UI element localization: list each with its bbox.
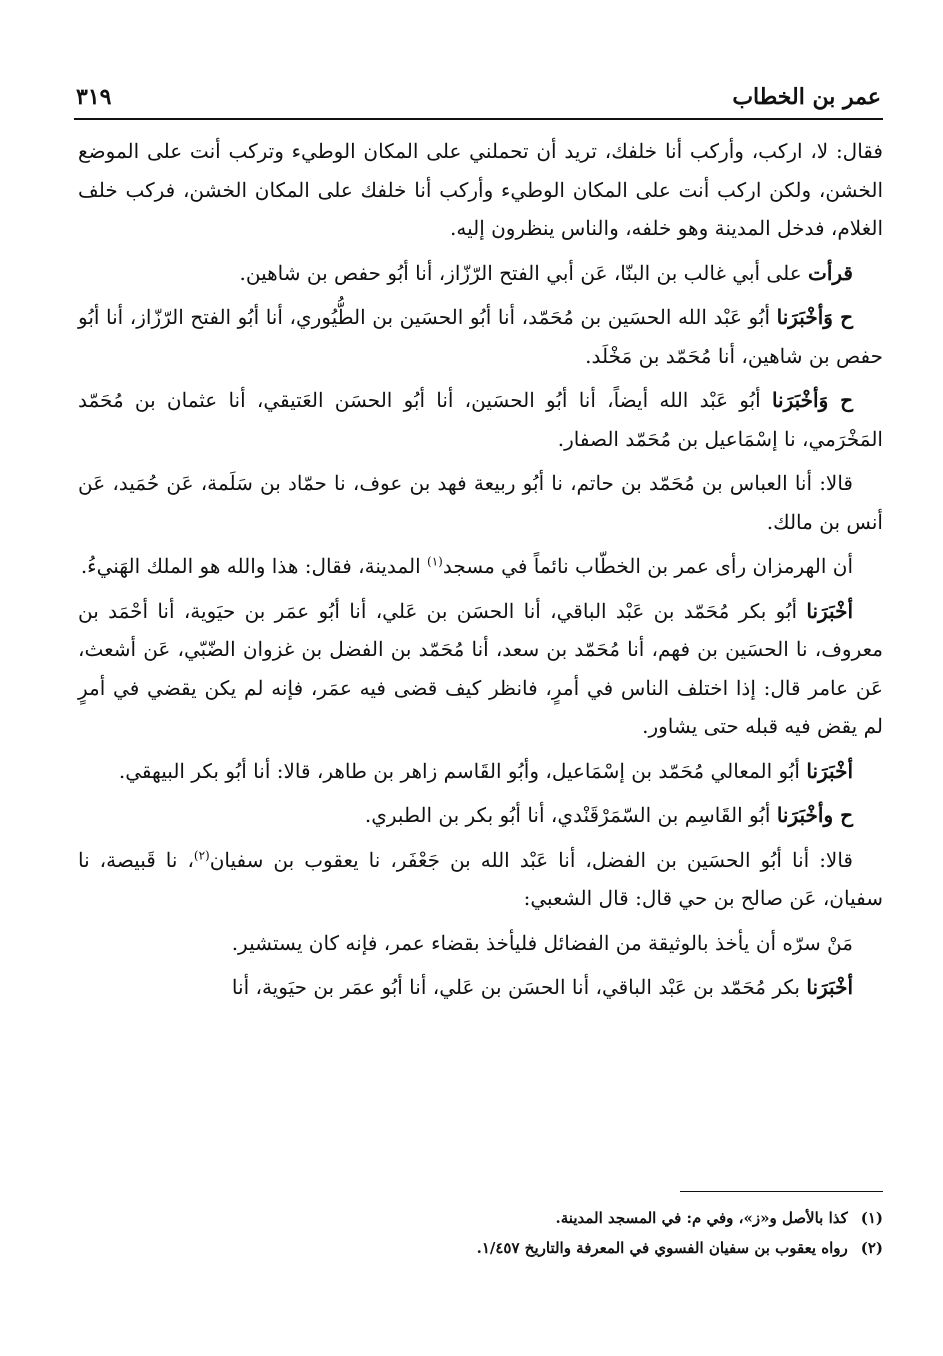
paragraph-text: أبُو المعالي مُحَمّد بن إسْمَاعيل، وأبُو القَاسم زاهر بن طاهر، قالا: أنا أبُو بكر البيهقي. (118, 758, 807, 783)
paragraph-lead: ح وَأخْبَرَنا (771, 388, 853, 412)
paragraph (78, 924, 883, 963)
paragraph-text: المدينة، فقال: هذا والله هو الملك الهَنيءُ. (80, 554, 428, 578)
paragraph-lead: أخْبَرَنا (806, 758, 853, 783)
paragraph (78, 298, 883, 375)
paragraph-text: أن الهرمزان رأى عمر بن الخطّاب نائماً في مسجد (442, 554, 853, 578)
paragraph-text: أبُو عَبْد الله الحسَين بن مُحَمّد، أنا أبُو الحسَين بن الطُّيُوري، أنا أبُو الفتح الرّزّاز، أنا أبُو حفص بن شاهين، أنا مُحَمّد بن مَخْلَد. (78, 305, 883, 368)
paragraph (78, 752, 883, 791)
paragraph-text: بكر مُحَمّد بن عَبْد الباقي، أنا الحسَن بن عَلي، أنا أبُو عمَر بن حيَوية، أنا (231, 975, 807, 999)
paragraph-text: مَنْ سرّه أن يأخذ بالوثيقة من الفضائل فليأخذ بقضاء عمر، فإنه كان يستشير. (231, 930, 853, 955)
paragraph-text: قالا: أنا أبُو الحسَين بن الفضل، أنا عَبْد الله بن جَعْفَر، نا يعقوب بن سفيان (209, 847, 853, 872)
header-rule (74, 118, 883, 120)
paragraph-text: أبُو القَاسِم بن السّمَرْقَنْدي، أنا أبُو بكر بن الطبري. (364, 803, 777, 827)
paragraph-lead: أخْبَرَنا (806, 975, 853, 999)
running-title: عمر بن الخطاب (732, 84, 881, 110)
footnotes (78, 1203, 883, 1263)
paragraph-text: فقال: لا، اركب، وأركب أنا خلفك، تريد أن تحملني على المكان الوطيء وتركب أنت على الموضع الخشن، ولكن اركب أنت على المكان الوطيء وأركب أنا خلفك على المكان الخشن، فركب خلف الغلام، فدخل المدينة وهو خلفه، والناس ينظرون إليه. (78, 139, 883, 240)
paragraph (78, 254, 883, 293)
paragraph (78, 968, 883, 1007)
footnote-text: رواه يعقوب بن سفيان الفسوي في المعرفة والتاريخ ١/٤٥٧. (476, 1239, 848, 1257)
paragraph (78, 547, 883, 586)
paragraph-text: ، نا قَبيصة، نا سفيان، عَن صالح بن حي قال: قال الشعبي: (78, 847, 883, 910)
paragraph-lead: ح وأخْبَرَنا (776, 803, 853, 827)
paragraph-lead: ح وَأخْبَرَنا (776, 305, 853, 329)
footnote-ref: (١) (427, 554, 443, 569)
paragraph (78, 796, 883, 835)
paragraph-text: قالا: أنا العباس بن مُحَمّد بن حاتم، نا أبُو ربيعة فهد بن عوف، نا حمّاد بن سَلَمة، عَن حُمَيد، عَن أنس بن مالك. (78, 471, 883, 534)
footnote-ref: (٢) (193, 847, 210, 862)
footnote (78, 1203, 883, 1233)
paragraph-text: أبُو عَبْد الله أيضاً، أنا أبُو الحسَين، أنا أبُو الحسَن العَتيقي، أنا عثمان بن مُحَمّد المَخْرَمي، نا إسْمَاعيل بن مُحَمّد الصفار. (78, 388, 883, 451)
paragraph (78, 464, 883, 541)
footnote (78, 1233, 883, 1263)
paragraph (78, 381, 883, 458)
paragraph-lead: أخْبَرَنا (806, 598, 853, 623)
footnote-number: (٢) (860, 1239, 883, 1257)
page-header (76, 70, 881, 110)
footnote-rule (680, 1191, 883, 1192)
paragraph-lead: قرأت (808, 260, 853, 285)
paragraph (78, 132, 883, 248)
paragraph-text: على أبي غالب بن البنّا، عَن أبي الفتح الرّزّاز، أنا أبُو حفص بن شاهين. (239, 260, 809, 285)
page-number: ٣١٩ (76, 84, 112, 110)
paragraph (78, 841, 883, 918)
footnote-text: كذا بالأصل و«ز»، وفي م: في المسجد المدينة. (555, 1209, 848, 1227)
paragraph (78, 592, 883, 746)
main-text (78, 132, 883, 1013)
paragraph-text: أبُو بكر مُحَمّد بن عَبْد الباقي، أنا الحسَن بن عَلي، أنا أبُو عمَر بن حيَوية، أنا أحْمَد بن معروف، نا الحسَين بن فهم، أنا مُحَمّد بن سعد، أنا مُحَمّد بن الفضل بن غزوان الضّبّي، عَن أشعث، عَن عامر قال: إذا اختلف الناس في أمرٍ، فانظر كيف قضى فيه عمَر، فإنه لم يكن يقضي في أمرٍ لم يقض فيه قبله حتى يشاور. (78, 598, 883, 738)
footnote-number: (١) (860, 1209, 883, 1227)
